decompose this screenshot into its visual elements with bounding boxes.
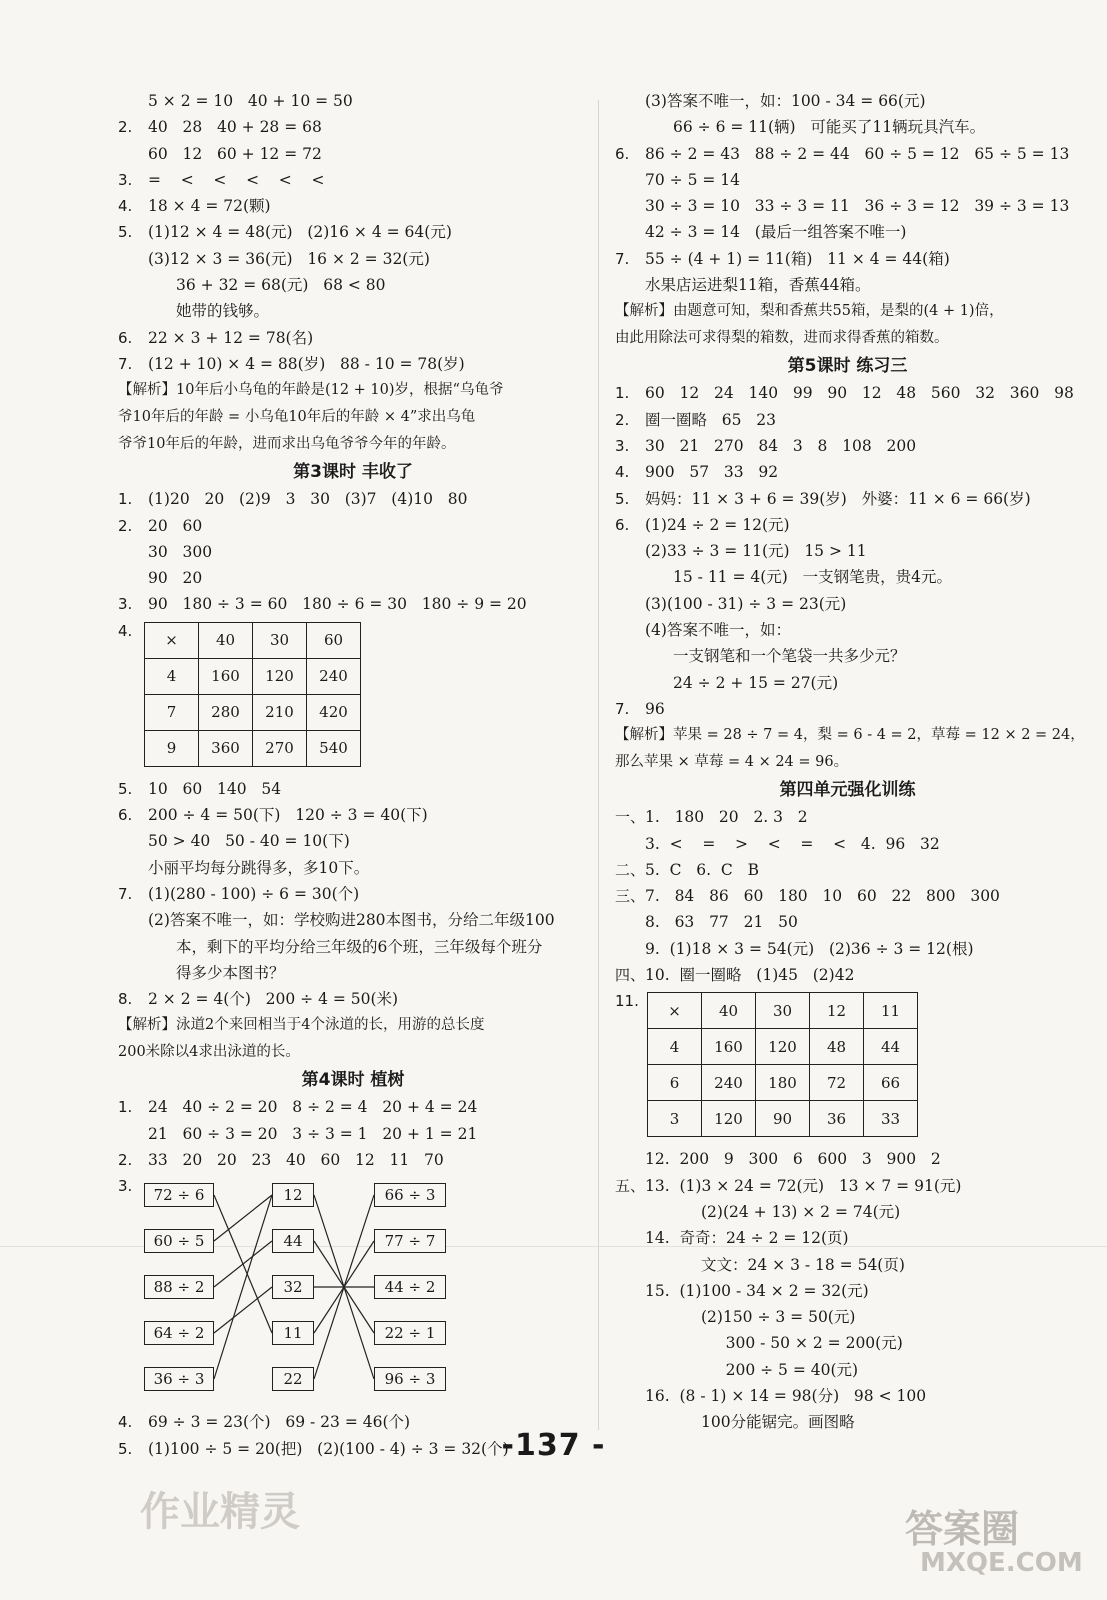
answer-line [615, 1304, 1080, 1330]
section-heading: 第四单元强化训练 [779, 780, 916, 801]
question-number: 6. [118, 806, 133, 825]
answer-text: 200米除以4求出泳道的长。 [118, 1044, 300, 1061]
table-cell: 36 [810, 1101, 864, 1137]
answer-text: 60 12 60 + 12 = 72 [148, 144, 322, 163]
table-row [145, 622, 361, 658]
answer-text: 9. (1)18 × 3 = 54(元) (2)36 ÷ 3 = 12(根) [645, 939, 974, 958]
question-number: 二、 [615, 860, 646, 879]
answer-line [615, 1357, 1080, 1383]
table-cell: 270 [253, 730, 307, 766]
answer-text: 15. (1)100 - 34 × 2 = 32(元) [645, 1281, 869, 1300]
answer-line [118, 1147, 588, 1173]
answer-text: 30 300 [148, 542, 213, 561]
answer-text: 小丽平均每分跳得多，多10下。 [148, 858, 370, 877]
right-column [615, 88, 1085, 1436]
table-cell: 280 [199, 694, 253, 730]
answer-text: (1)12 × 4 = 48(元) (2)16 × 4 = 64(元) [148, 223, 452, 242]
answer-line [615, 617, 1080, 643]
analysis-line [615, 722, 1085, 749]
matching-line [214, 1195, 272, 1379]
question-number: 4. [118, 197, 133, 216]
answer-line [118, 272, 588, 298]
table-cell: 160 [702, 1029, 756, 1065]
answer-line [615, 486, 1080, 512]
question-number: 3. [615, 436, 630, 455]
answer-table-block [615, 988, 1080, 1146]
answer-line [118, 193, 588, 219]
question-number: 2. [118, 516, 133, 535]
expression-box: 36 ÷ 3 [144, 1367, 214, 1391]
table-row [648, 1101, 918, 1137]
table-row [145, 694, 361, 730]
matching-line [214, 1287, 272, 1333]
answer-line [615, 831, 1080, 857]
analysis-line [615, 298, 1080, 325]
result-box: 44 [272, 1229, 314, 1253]
page-number: -137 - [501, 1428, 606, 1463]
answer-line [118, 246, 588, 272]
question-number: 5. [118, 1439, 133, 1458]
table-cell: 210 [253, 694, 307, 730]
answer-text: 10. 圈一圈略 (1)45 (2)42 [645, 966, 855, 985]
question-number: 7. [615, 699, 630, 718]
answer-line [615, 512, 1080, 538]
answer-text: 文文：24 × 3 - 18 = 54(页) [701, 1255, 905, 1274]
answer-text: 50 > 40 50 - 40 = 10(下) [148, 832, 350, 851]
answer-line [118, 167, 588, 193]
answer-line [615, 670, 1080, 696]
result-box: 11 [272, 1321, 314, 1345]
answer-line [615, 909, 1080, 935]
answer-line [615, 141, 1080, 167]
answer-text: 圈一圈略 65 23 [645, 410, 777, 429]
answer-table-block [118, 618, 588, 776]
answer-text: 水果店运进梨11箱，香蕉44箱。 [645, 276, 871, 295]
result-box: 32 [272, 1275, 314, 1299]
result-box: 22 [272, 1367, 314, 1391]
answer-text: 900 57 33 92 [645, 463, 779, 482]
answer-text: 22 × 3 + 12 = 78(名) [148, 328, 314, 347]
answer-line [118, 986, 588, 1012]
answer-line [615, 167, 1080, 193]
answer-line [118, 828, 588, 854]
answer-line [615, 643, 1080, 669]
question-number: 11. [615, 992, 639, 1011]
answer-line [615, 88, 1080, 114]
answer-line [615, 1252, 1080, 1278]
answer-line [118, 298, 588, 324]
table-cell: 48 [810, 1029, 864, 1065]
table-cell: 30 [756, 993, 810, 1029]
table-cell: 240 [307, 658, 361, 694]
answer-text: 60 12 24 140 99 90 12 48 560 32 360 98 [645, 384, 1074, 403]
expression-box: 72 ÷ 6 [144, 1183, 214, 1207]
table-row [145, 658, 361, 694]
answer-line [615, 564, 1080, 590]
analysis-line [118, 431, 588, 458]
answer-text: 200 ÷ 5 = 40(元) [701, 1360, 859, 1379]
table-cell: 160 [199, 658, 253, 694]
question-number: 1. [615, 384, 630, 403]
answer-text: 爷爷10年后的年龄，进而求出乌龟爷爷今年的年龄。 [118, 436, 456, 453]
question-number: 3. [118, 595, 133, 614]
question-number: 4. [118, 621, 133, 640]
answer-line [615, 696, 1080, 722]
answer-text: 69 ÷ 3 = 23(个) 69 - 23 = 46(个) [148, 1413, 411, 1432]
answer-text: 200 ÷ 4 = 50(下) 120 ÷ 3 = 40(下) [148, 806, 428, 825]
answer-text: 20 60 [148, 516, 203, 535]
question-number: 5. [118, 223, 133, 242]
question-number: 五、 [615, 1176, 646, 1195]
table-cell: 12 [810, 993, 864, 1029]
question-number: 一、 [615, 808, 646, 827]
question-number: 6. [615, 515, 630, 534]
answer-text: 【解析】苹果 = 28 ÷ 7 = 4，梨 = 6 - 4 = 2，草莓 = 12 × 2 = 24， [615, 727, 1085, 744]
answer-text: 24 ÷ 2 + 15 = 27(元) [673, 673, 839, 692]
answer-text: = < < < < < [148, 170, 325, 189]
question-number: 1. [118, 1098, 133, 1117]
answer-line [615, 804, 1080, 830]
expression-box: 44 ÷ 2 [374, 1275, 446, 1299]
answer-text: 300 - 50 × 2 = 200(元) [701, 1334, 903, 1353]
answer-text: 【解析】泳道2个来回相当于4个泳道的长，用游的总长度 [118, 1017, 485, 1034]
question-number: 6. [615, 144, 630, 163]
question-number: 四、 [615, 966, 646, 985]
question-number: 3. [118, 170, 133, 189]
answer-line [615, 407, 1080, 433]
table-cell: 120 [756, 1029, 810, 1065]
column-divider [598, 100, 599, 1430]
answer-line [615, 193, 1080, 219]
table-cell: 9 [145, 730, 199, 766]
question-number: 7. [615, 249, 630, 268]
table-cell: 420 [307, 694, 361, 730]
table-cell: 40 [702, 993, 756, 1029]
answer-line [118, 351, 588, 377]
answer-text: 她带的钱够。 [176, 302, 270, 321]
analysis-line [118, 377, 588, 404]
answer-text: 12. 200 9 300 6 600 3 900 2 [645, 1150, 941, 1169]
answer-text: 2 × 2 = 4(个) 200 ÷ 4 = 50(米) [148, 990, 399, 1009]
answer-text: (1)20 20 (2)9 3 30 (3)7 (4)10 80 [148, 490, 468, 509]
answer-text: (3)(100 - 31) ÷ 3 = 23(元) [645, 594, 847, 613]
answer-line [615, 591, 1080, 617]
table-cell: 3 [648, 1101, 702, 1137]
table-cell: 7 [145, 694, 199, 730]
expression-box: 64 ÷ 2 [144, 1321, 214, 1345]
answer-text: (3)答案不唯一，如：100 - 34 = 66(元) [645, 92, 926, 110]
answer-text: 86 ÷ 2 = 43 88 ÷ 2 = 44 60 ÷ 5 = 12 65 ÷ 5 = 13 [645, 144, 1070, 163]
answer-line [118, 855, 588, 881]
answer-line [615, 1278, 1080, 1304]
answer-line [118, 565, 588, 591]
expression-box: 88 ÷ 2 [144, 1275, 214, 1299]
answer-text: 8. 63 77 21 50 [645, 913, 798, 932]
table-cell: 30 [253, 622, 307, 658]
table-cell: 60 [307, 622, 361, 658]
table-cell: 6 [648, 1065, 702, 1101]
answer-line [615, 1199, 1080, 1225]
answer-line [615, 1146, 1080, 1172]
answer-line [118, 802, 588, 828]
matching-line [214, 1195, 272, 1241]
answer-line [118, 88, 588, 114]
answer-line [118, 114, 588, 140]
answer-line [615, 114, 1080, 140]
answer-text: 3. < = > < = < 4. 96 32 [645, 834, 940, 853]
answer-text: (12 + 10) × 4 = 88(岁) 88 - 10 = 78(岁) [148, 354, 465, 373]
answer-line [118, 776, 588, 802]
answer-line [615, 883, 1080, 909]
answer-line [615, 962, 1080, 988]
answer-text: 13. (1)3 × 24 = 72(元) 13 × 7 = 91(元) [645, 1176, 962, 1195]
expression-box: 77 ÷ 7 [374, 1229, 446, 1253]
answer-text: 【解析】由题意可知，梨和香蕉共55箱，是梨的(4 + 1)倍， [615, 303, 1004, 320]
answer-line [118, 591, 588, 617]
answer-text: 1. 180 20 2. 3 2 [645, 808, 808, 827]
answer-line [615, 433, 1080, 459]
answer-text: 5 × 2 = 10 40 + 10 = 50 [148, 92, 353, 110]
answer-text: 66 ÷ 6 = 11(辆) 可能买了11辆玩具汽车。 [673, 118, 986, 137]
table-row [145, 730, 361, 766]
answer-text: 90 20 [148, 569, 203, 588]
answer-text: 33 20 20 23 40 60 12 11 70 [148, 1151, 444, 1170]
table-cell: 240 [702, 1065, 756, 1101]
answer-text: 24 40 ÷ 2 = 20 8 ÷ 2 = 4 20 + 4 = 24 [148, 1098, 478, 1117]
answer-text: 妈妈：11 × 3 + 6 = 39(岁) 外婆：11 × 6 = 66(岁) [645, 489, 1031, 508]
answer-line [118, 219, 588, 245]
question-number: 8. [118, 990, 133, 1009]
table-cell: 4 [145, 658, 199, 694]
answer-line [615, 1225, 1080, 1251]
answer-line [118, 539, 588, 565]
answer-text: 爷10年后的年龄 = 小乌龟10年后的年龄 × 4”求出乌龟 [118, 409, 476, 426]
answer-line [615, 246, 1080, 272]
answer-text: 16. (8 - 1) × 14 = 98(分) 98 < 100 [645, 1386, 927, 1405]
table-cell: 120 [702, 1101, 756, 1137]
answer-text: 96 [645, 699, 665, 718]
answer-text: 70 ÷ 5 = 14 [645, 170, 740, 189]
table-row [648, 1065, 918, 1101]
answer-line [615, 459, 1080, 485]
table-row [648, 1029, 918, 1065]
answer-line [615, 538, 1080, 564]
expression-box: 22 ÷ 1 [374, 1321, 446, 1345]
table-cell: 44 [864, 1029, 918, 1065]
answer-text: (4)答案不唯一，如： [645, 621, 791, 640]
answer-line [118, 881, 588, 907]
expression-box: 96 ÷ 3 [374, 1367, 446, 1391]
answer-text: (1)100 ÷ 5 = 20(把) (2)(100 - 4) ÷ 3 = 32(个) [148, 1439, 509, 1458]
answer-text: 42 ÷ 3 = 14 (最后一组答案不唯一) [645, 223, 907, 242]
answer-text: 100分能锯完。画图略 [701, 1413, 855, 1432]
answer-text: 30 ÷ 3 = 10 33 ÷ 3 = 11 36 ÷ 3 = 12 39 ÷ 3 = 13 [645, 197, 1070, 216]
answer-text: 36 + 32 = 68(元) 68 < 80 [176, 276, 386, 295]
answer-line [615, 936, 1080, 962]
answer-text: 5. C 6. C B [645, 860, 759, 879]
answer-line [118, 934, 588, 960]
table-cell: 4 [648, 1029, 702, 1065]
answer-line [118, 486, 588, 512]
answer-text: (2)答案不唯一，如：学校购进280本图书，分给二年级100 [148, 911, 555, 930]
answer-text: 18 × 4 = 72(颗) [148, 197, 271, 216]
analysis-line [118, 1039, 588, 1066]
answer-text: 55 ÷ (4 + 1) = 11(箱) 11 × 4 = 44(箱) [645, 249, 950, 268]
answer-text: 30 21 270 84 3 8 108 200 [645, 436, 917, 455]
answer-text: 14. 奇奇：24 ÷ 2 = 12(页) [645, 1229, 849, 1248]
question-number: 2. [118, 1151, 133, 1170]
question-number: 5. [615, 489, 630, 508]
question-number: 2. [118, 118, 133, 137]
watermark-right: 答案圈 [905, 1507, 1020, 1551]
answer-text: 一支钢笔和一个笔袋一共多少元？ [673, 647, 906, 666]
table-cell: 66 [864, 1065, 918, 1101]
answer-text: 15 - 11 = 4(元) 一支钢笔贵，贵4元。 [673, 568, 952, 587]
answer-line [118, 960, 588, 986]
answer-text: (2)150 ÷ 3 = 50(元) [701, 1308, 856, 1327]
question-number: 4. [615, 463, 630, 482]
table-cell: 120 [253, 658, 307, 694]
matching-diagram [118, 1173, 588, 1409]
answer-text: (2)33 ÷ 3 = 11(元) 15 > 11 [645, 542, 867, 561]
answer-text: 90 180 ÷ 3 = 60 180 ÷ 6 = 30 180 ÷ 9 = 20 [148, 595, 527, 614]
question-number: 2. [615, 410, 630, 429]
answer-text: 【解析】10年后小乌龟的年龄是(12 + 10)岁，根据“乌龟爷 [118, 382, 504, 399]
answer-text: 10 60 140 54 [148, 779, 282, 798]
answer-line [118, 141, 588, 167]
question-number: 6. [118, 328, 133, 347]
answer-text: 本，剩下的平均分给三年级的6个班，三年级每个班分 [176, 937, 543, 956]
table-row [648, 993, 918, 1029]
table-cell: × [648, 993, 702, 1029]
table-cell: 72 [810, 1065, 864, 1101]
section-heading: 第5课时 练习三 [787, 356, 908, 377]
answer-line [118, 325, 588, 351]
table-cell: 40 [199, 622, 253, 658]
section-heading: 第3课时 丰收了 [293, 462, 413, 483]
answer-text: (1)(280 - 100) ÷ 6 = 30(个) [148, 884, 360, 903]
answer-text: (3)12 × 3 = 36(元) 16 × 2 = 32(元) [148, 249, 430, 268]
watermark-url: MXQE.COM [920, 1548, 1083, 1578]
answer-text: (1)24 ÷ 2 = 12(元) [645, 515, 790, 534]
answer-line [118, 1121, 588, 1147]
answer-text: (2)(24 + 13) × 2 = 74(元) [701, 1202, 901, 1221]
answer-line [615, 1173, 1080, 1199]
question-number: 7. [118, 884, 133, 903]
answer-line [118, 1094, 588, 1120]
multiplication-table [144, 622, 361, 767]
expression-box: 66 ÷ 3 [374, 1183, 446, 1207]
answer-text: 得多少本图书？ [176, 963, 285, 982]
question-number: 7. [118, 354, 133, 373]
table-cell: 11 [864, 993, 918, 1029]
multiplication-table [647, 992, 918, 1137]
analysis-line [615, 749, 1080, 776]
section-heading: 第4课时 植树 [301, 1070, 405, 1091]
table-cell: × [145, 622, 199, 658]
analysis-line [615, 325, 1080, 352]
analysis-line [118, 1012, 588, 1039]
table-cell: 540 [307, 730, 361, 766]
question-number: 1. [118, 490, 133, 509]
result-box: 12 [272, 1183, 314, 1207]
table-cell: 90 [756, 1101, 810, 1137]
table-cell: 360 [199, 730, 253, 766]
left-column [118, 88, 588, 1462]
matching-line [214, 1241, 272, 1287]
answer-line [615, 272, 1080, 298]
question-number: 4. [118, 1413, 133, 1432]
expression-box: 60 ÷ 5 [144, 1229, 214, 1253]
table-cell: 180 [756, 1065, 810, 1101]
analysis-line [118, 404, 588, 431]
answer-line [118, 907, 588, 933]
question-number: 3. [118, 1177, 133, 1196]
answer-line [615, 1383, 1080, 1409]
answer-line [615, 219, 1080, 245]
answer-text: 由此用除法可求得梨的箱数，进而求得香蕉的箱数。 [615, 330, 949, 347]
answer-line [615, 1330, 1080, 1356]
question-number: 三、 [615, 887, 646, 906]
watermark-left: 作业精灵 [140, 1489, 300, 1535]
answer-text: 那么苹果 × 草莓 = 4 × 24 = 96。 [615, 754, 849, 771]
answer-text: 40 28 40 + 28 = 68 [148, 118, 322, 137]
answer-line [615, 857, 1080, 883]
answer-line [118, 513, 588, 539]
answer-line [615, 380, 1080, 406]
answer-text: 21 60 ÷ 3 = 20 3 ÷ 3 = 1 20 + 1 = 21 [148, 1124, 478, 1143]
table-cell: 33 [864, 1101, 918, 1137]
answer-text: 7. 84 86 60 180 10 60 22 800 300 [645, 887, 1000, 906]
question-number: 5. [118, 779, 133, 798]
